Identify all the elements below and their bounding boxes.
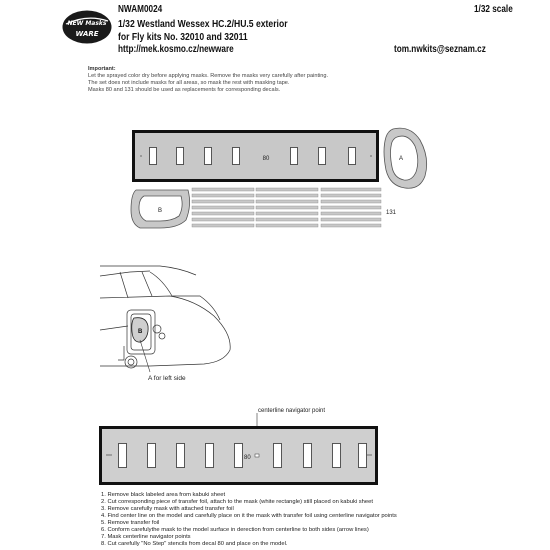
bottom-mask-80-label: 80 <box>244 455 251 461</box>
mask-131-stripes <box>192 188 381 227</box>
title-line-1: 1/32 Westland Wessex HC.2/HU.5 exterior <box>118 18 288 30</box>
step-3: 3. Remove carefully mask with attached transfer foil <box>101 506 234 512</box>
important-line-1: Let the sprayed color dry before applying masks. Remove the masks very carefully after painting. <box>88 73 329 79</box>
figure-b-label: B <box>138 329 143 335</box>
important-line-3: Masks 80 and 131 should be used as replacements for corresponding decals. <box>88 87 281 93</box>
title-line-2: for Fly kits No. 32010 and 32011 <box>118 31 248 43</box>
important-line-2: The set does not include masks for all areas, so mask the rest with masking tape. <box>88 80 290 86</box>
website-url[interactable]: http://mek.kosmo.cz/newware <box>118 44 234 55</box>
scale-label: 1/32 scale <box>474 4 513 15</box>
step-8: 8. Cut carefully "No Step" stencils from decal 80 and place on the model. <box>101 541 288 547</box>
step-6: 6. Conform carefulythe mask to the model surface in derection from centerline to both sides (arrow lines) <box>101 527 369 533</box>
step-1: 1. Remove black labeled area from kabuki sheet <box>101 492 226 498</box>
mask-80-top <box>134 132 378 181</box>
helicopter-nose-illustration <box>100 266 230 368</box>
mask-a-label: A <box>399 156 404 162</box>
mask-80-bottom-diagram <box>101 428 377 484</box>
step-7: 7. Mask centerline navigator points <box>101 534 191 540</box>
caption-leader-line <box>140 340 150 372</box>
mask-80-label: 80 <box>262 156 270 162</box>
figure-caption: A for left side <box>148 375 186 382</box>
logo-text-bottom: WARE <box>75 30 99 38</box>
contact-email[interactable]: tom.nwkits@seznam.cz <box>394 44 486 55</box>
step-4: 4. Find center line on the model and carefully place on it the mask with transfer foil using centerline navigator points <box>101 513 397 519</box>
mask-b-label: B <box>158 208 163 214</box>
important-title: Important: <box>88 66 116 72</box>
mask-131-label: 131 <box>386 210 397 216</box>
mask-a <box>384 128 427 188</box>
navigator-point-label: centerline navigator point <box>258 408 326 414</box>
product-code: NWAM0024 <box>118 4 163 15</box>
logo-text-top: NEW Masks <box>67 20 107 27</box>
step-5: 5. Remove transfer foil <box>101 520 160 526</box>
step-2: 2. Cut corresponding piece of transfer foil, attach to the mask (white rectangle) still placed on kabuki sheet <box>101 499 373 505</box>
